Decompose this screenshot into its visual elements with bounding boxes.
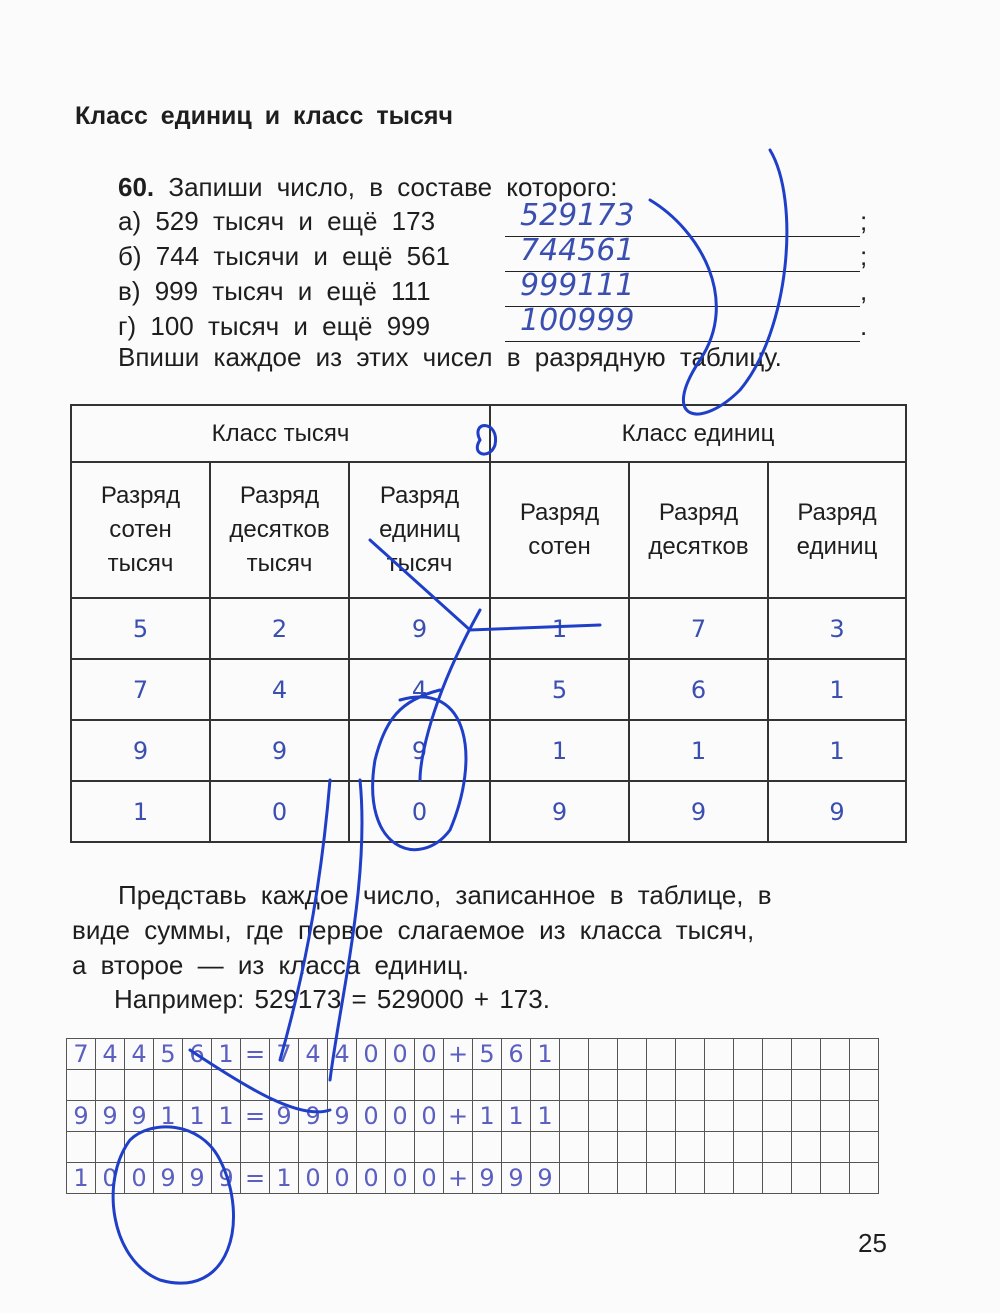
digit-cell: 9 xyxy=(768,781,906,842)
grid-cell: 9 xyxy=(502,1163,531,1194)
grid-cell: 0 xyxy=(125,1163,154,1194)
sum-task-line-2: виде суммы, где первое слагаемое из класса тысяч, xyxy=(72,915,755,945)
grid-cell xyxy=(734,1070,763,1101)
grid-cell: 1 xyxy=(531,1039,560,1070)
grid-cell: + xyxy=(444,1163,473,1194)
grid-cell xyxy=(821,1101,850,1132)
grid-cell xyxy=(589,1132,618,1163)
column-header xyxy=(210,462,349,598)
grid-cell: 0 xyxy=(96,1163,125,1194)
grid-cell xyxy=(734,1132,763,1163)
grid-cell: 0 xyxy=(415,1039,444,1070)
grid-cell xyxy=(154,1132,183,1163)
grid-cell xyxy=(618,1070,647,1101)
grid-cell: 1 xyxy=(212,1039,241,1070)
digit-cell: 9 xyxy=(490,781,629,842)
digit-cell: 9 xyxy=(71,720,210,781)
item-answer: 100999 xyxy=(520,303,635,338)
grid-cell: 4 xyxy=(96,1039,125,1070)
grid-cell xyxy=(241,1132,270,1163)
grid-cell xyxy=(618,1132,647,1163)
grid-cell: 4 xyxy=(328,1039,357,1070)
table-row xyxy=(71,781,906,842)
column-header-word: тысяч xyxy=(386,550,453,577)
digit-cell: 1 xyxy=(768,720,906,781)
grid-row xyxy=(67,1101,879,1132)
grid-cell xyxy=(531,1132,560,1163)
digit-cell: 5 xyxy=(71,598,210,659)
grid-cell: 9 xyxy=(183,1163,212,1194)
grid-cell xyxy=(531,1070,560,1101)
grid-cell: 9 xyxy=(96,1101,125,1132)
grid-cell: + xyxy=(444,1039,473,1070)
item-answer: 744561 xyxy=(520,233,635,268)
grid-row xyxy=(67,1039,879,1070)
grid-cell: 6 xyxy=(183,1039,212,1070)
grid-cell xyxy=(560,1070,589,1101)
grid-cell xyxy=(676,1132,705,1163)
grid-cell xyxy=(67,1132,96,1163)
grid-cell xyxy=(850,1163,879,1194)
class-units-header: Класс единиц xyxy=(490,405,906,462)
grid-cell xyxy=(792,1101,821,1132)
grid-cell: 9 xyxy=(270,1101,299,1132)
grid-cell xyxy=(183,1070,212,1101)
grid-cell xyxy=(473,1132,502,1163)
grid-cell xyxy=(821,1039,850,1070)
digit-cell: 9 xyxy=(210,720,349,781)
grid-cell: 1 xyxy=(67,1163,96,1194)
grid-cell xyxy=(67,1070,96,1101)
grid-cell: 9 xyxy=(299,1101,328,1132)
column-header-word: Разряд xyxy=(379,482,460,509)
grid-cell xyxy=(473,1070,502,1101)
grid-cell xyxy=(299,1132,328,1163)
column-header-word: сотен xyxy=(528,533,591,560)
grid-cell xyxy=(386,1070,415,1101)
digit-cell: 0 xyxy=(210,781,349,842)
digit-cell: 7 xyxy=(71,659,210,720)
column-header-word: сотен xyxy=(109,516,172,543)
digit-cell: 1 xyxy=(490,720,629,781)
grid-cell xyxy=(589,1163,618,1194)
digit-cell: 9 xyxy=(349,720,490,781)
grid-cell xyxy=(444,1132,473,1163)
column-header xyxy=(768,462,906,598)
grid-cell: 0 xyxy=(415,1163,444,1194)
grid-cell xyxy=(821,1070,850,1101)
grid-cell xyxy=(241,1070,270,1101)
grid-cell: 7 xyxy=(270,1039,299,1070)
grid-cell: 1 xyxy=(531,1101,560,1132)
grid-cell xyxy=(850,1101,879,1132)
grid-cell xyxy=(589,1101,618,1132)
item-label: б) 744 тысячи и ещё 561 xyxy=(118,241,451,271)
digit-cell: 1 xyxy=(490,598,629,659)
item-answer: 529173 xyxy=(520,198,635,233)
grid-cell xyxy=(560,1163,589,1194)
grid-row xyxy=(67,1070,879,1101)
digit-cell: 5 xyxy=(490,659,629,720)
exercise-number: 60. xyxy=(118,172,155,202)
column-header-word: тысяч xyxy=(246,550,313,577)
grid-cell xyxy=(734,1163,763,1194)
grid-cell: 7 xyxy=(67,1039,96,1070)
grid-cell: 9 xyxy=(125,1101,154,1132)
grid-cell xyxy=(676,1163,705,1194)
column-header xyxy=(71,462,210,598)
grid-cell xyxy=(96,1132,125,1163)
digit-cell: 0 xyxy=(349,781,490,842)
column-header-word: Разряд xyxy=(519,499,600,526)
grid-cell: 6 xyxy=(502,1039,531,1070)
grid-cell xyxy=(792,1163,821,1194)
column-header-word: Разряд xyxy=(797,499,877,526)
grid-cell xyxy=(763,1039,792,1070)
grid-cell xyxy=(647,1163,676,1194)
grid-row xyxy=(67,1163,879,1194)
grid-cell xyxy=(850,1132,879,1163)
grid-cell: 0 xyxy=(299,1163,328,1194)
grid-cell xyxy=(502,1070,531,1101)
grid-cell: 9 xyxy=(473,1163,502,1194)
grid-cell xyxy=(125,1070,154,1101)
grid-cell xyxy=(270,1070,299,1101)
grid-cell: 1 xyxy=(502,1101,531,1132)
grid-cell xyxy=(850,1039,879,1070)
grid-cell xyxy=(676,1039,705,1070)
grid-cell xyxy=(357,1070,386,1101)
digit-cell: 4 xyxy=(210,659,349,720)
grid-cell xyxy=(415,1132,444,1163)
grid-cell xyxy=(444,1070,473,1101)
column-header-word: Разряд xyxy=(100,482,181,509)
grid-cell xyxy=(792,1070,821,1101)
table-row xyxy=(71,720,906,781)
grid-cell xyxy=(212,1132,241,1163)
grid-cell xyxy=(96,1070,125,1101)
grid-cell: 5 xyxy=(154,1039,183,1070)
grid-cell: 1 xyxy=(183,1101,212,1132)
sum-task-line-1: Представь каждое число, записанное в таблице, в xyxy=(118,880,772,910)
digit-cell: 2 xyxy=(210,598,349,659)
digit-cell: 1 xyxy=(71,781,210,842)
grid-cell xyxy=(560,1039,589,1070)
item-label: г) 100 тысяч и ещё 999 xyxy=(118,311,431,341)
grid-cell xyxy=(270,1132,299,1163)
grid-cell xyxy=(212,1070,241,1101)
grid-cell xyxy=(299,1070,328,1101)
grid-cell: 0 xyxy=(328,1163,357,1194)
scribble-stroke xyxy=(650,150,787,414)
table-row xyxy=(71,598,906,659)
grid-cell: 9 xyxy=(328,1101,357,1132)
answer-grid xyxy=(66,1038,879,1194)
grid-cell: 1 xyxy=(212,1101,241,1132)
grid-cell xyxy=(763,1070,792,1101)
item-punct: , xyxy=(860,276,868,306)
grid-cell xyxy=(763,1101,792,1132)
grid-cell: 0 xyxy=(386,1039,415,1070)
column-header xyxy=(629,462,768,598)
grid-cell xyxy=(357,1132,386,1163)
grid-cell xyxy=(705,1039,734,1070)
digit-cell: 9 xyxy=(629,781,768,842)
column-header xyxy=(349,462,490,598)
grid-cell: 9 xyxy=(531,1163,560,1194)
grid-cell xyxy=(792,1132,821,1163)
grid-cell: 0 xyxy=(386,1101,415,1132)
grid-cell: 9 xyxy=(212,1163,241,1194)
grid-cell xyxy=(328,1132,357,1163)
digit-cell: 6 xyxy=(629,659,768,720)
grid-cell xyxy=(415,1070,444,1101)
grid-cell: = xyxy=(241,1101,270,1132)
table-instruction: Впиши каждое из этих чисел в разрядную таблицу. xyxy=(118,342,782,372)
grid-cell xyxy=(705,1101,734,1132)
digit-cell: 9 xyxy=(349,598,490,659)
grid-cell xyxy=(328,1070,357,1101)
grid-cell xyxy=(618,1163,647,1194)
grid-cell xyxy=(183,1132,212,1163)
grid-cell xyxy=(676,1070,705,1101)
grid-cell: 4 xyxy=(299,1039,328,1070)
grid-cell: 0 xyxy=(386,1163,415,1194)
digit-cell: 1 xyxy=(768,659,906,720)
column-header xyxy=(490,462,629,598)
grid-cell xyxy=(647,1101,676,1132)
item-punct: ; xyxy=(860,206,868,236)
grid-cell: 0 xyxy=(357,1039,386,1070)
grid-cell xyxy=(154,1070,183,1101)
section-title: Класс единиц и класс тысяч xyxy=(75,102,453,130)
column-header-word: Разряд xyxy=(658,499,739,526)
class-thousands-header: Класс тысяч xyxy=(71,405,490,462)
item-label: а) 529 тысяч и ещё 173 xyxy=(118,206,436,236)
grid-cell: 1 xyxy=(473,1101,502,1132)
grid-cell: 0 xyxy=(357,1101,386,1132)
grid-cell: 0 xyxy=(415,1101,444,1132)
column-header-word: десятков xyxy=(648,533,749,560)
column-header-word: тысяч xyxy=(107,550,174,577)
grid-cell: 4 xyxy=(125,1039,154,1070)
grid-cell xyxy=(647,1070,676,1101)
item-punct: . xyxy=(860,311,868,341)
table-row xyxy=(71,659,906,720)
sum-task-line-3: а второе — из класса единиц. xyxy=(72,950,470,980)
grid-cell: = xyxy=(241,1039,270,1070)
grid-cell xyxy=(589,1070,618,1101)
grid-cell xyxy=(560,1101,589,1132)
place-value-table xyxy=(70,404,907,843)
grid-cell: 0 xyxy=(357,1163,386,1194)
grid-cell: + xyxy=(444,1101,473,1132)
grid-cell xyxy=(705,1070,734,1101)
item-label: в) 999 тысяч и ещё 111 xyxy=(118,276,431,306)
grid-cell: 9 xyxy=(154,1163,183,1194)
column-header-word: десятков xyxy=(229,516,330,543)
grid-cell xyxy=(618,1101,647,1132)
grid-cell xyxy=(589,1039,618,1070)
grid-cell: 5 xyxy=(473,1039,502,1070)
grid-cell xyxy=(386,1132,415,1163)
grid-cell xyxy=(647,1039,676,1070)
item-answer: 999111 xyxy=(520,268,635,303)
digit-cell: 1 xyxy=(629,720,768,781)
sum-example: Например: 529173 = 529000 + 173. xyxy=(114,984,550,1014)
grid-cell: 1 xyxy=(154,1101,183,1132)
grid-cell xyxy=(821,1132,850,1163)
column-header-word: единиц xyxy=(379,516,460,543)
grid-cell xyxy=(560,1132,589,1163)
exercise-prompt: Запиши число, в составе которого: xyxy=(168,172,618,202)
grid-cell xyxy=(734,1039,763,1070)
grid-cell xyxy=(705,1132,734,1163)
grid-cell xyxy=(850,1070,879,1101)
grid-cell xyxy=(792,1039,821,1070)
item-punct: ; xyxy=(860,241,868,271)
digit-cell: 3 xyxy=(768,598,906,659)
grid-row xyxy=(67,1132,879,1163)
grid-cell xyxy=(676,1101,705,1132)
grid-cell xyxy=(734,1101,763,1132)
column-header-word: единиц xyxy=(796,533,878,560)
grid-cell xyxy=(763,1132,792,1163)
grid-cell xyxy=(821,1163,850,1194)
column-header-word: Разряд xyxy=(239,482,320,509)
grid-cell xyxy=(618,1039,647,1070)
grid-cell xyxy=(502,1132,531,1163)
grid-cell: 1 xyxy=(270,1163,299,1194)
digit-cell: 7 xyxy=(629,598,768,659)
grid-cell: = xyxy=(241,1163,270,1194)
digit-cell: 4 xyxy=(349,659,490,720)
grid-cell xyxy=(647,1132,676,1163)
grid-cell xyxy=(705,1163,734,1194)
page-number: 25 xyxy=(858,1228,887,1258)
grid-cell: 9 xyxy=(67,1101,96,1132)
grid-cell xyxy=(125,1132,154,1163)
grid-cell xyxy=(763,1163,792,1194)
